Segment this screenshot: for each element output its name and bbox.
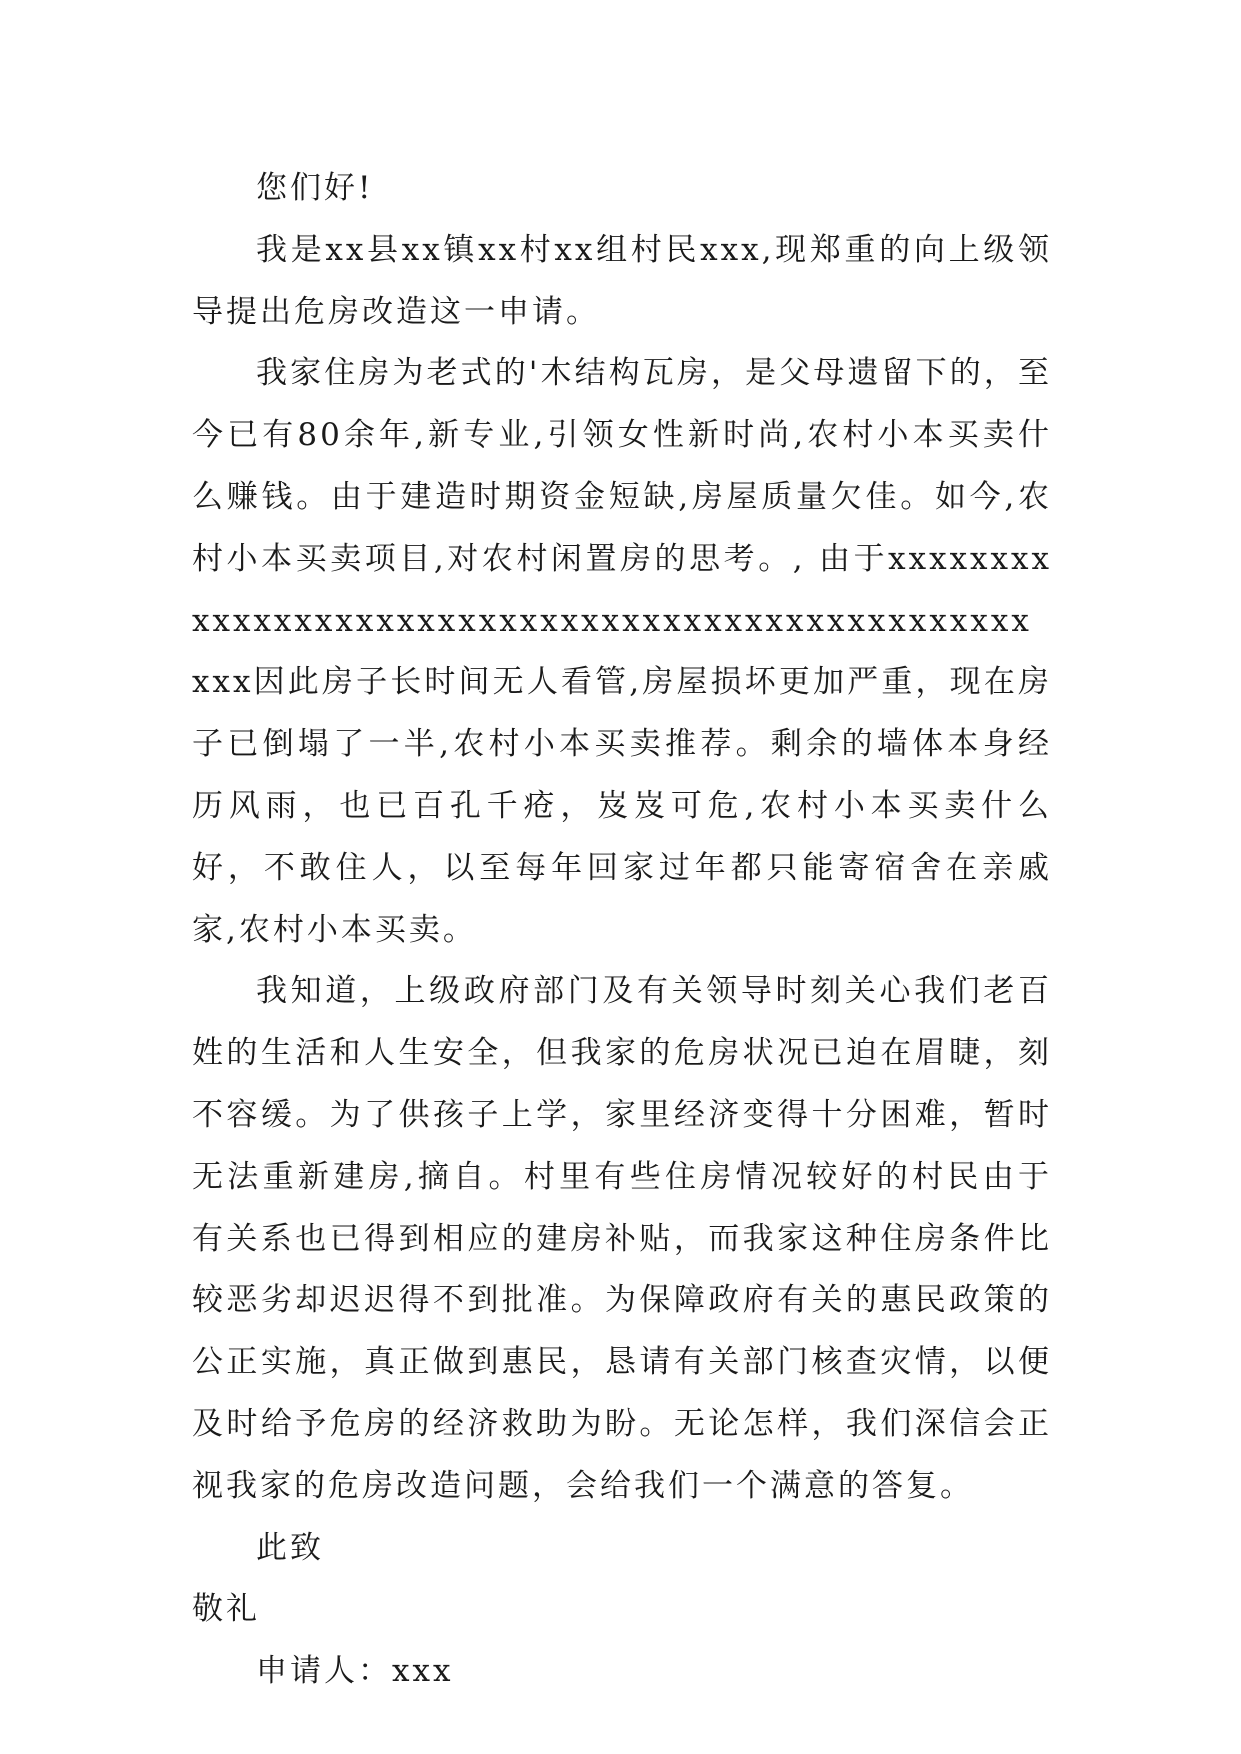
paragraph-request: 我知道，上级政府部门及有关领导时刻关心我们老百姓的生活和人生安全，但我家的危房状况已迫在眉睫，刻不容缓。为了供孩子上学，家里经济变得十分困难，暂时无法重新建房,摘自。村里有些住房情况较好的村民由于有关系也已得到相应的建房补贴，而我家这种住房条件比较恶劣却迟迟得不到批准。为保障政府有关的惠民政策的公正实施，真正做到惠民，恳请有关部门核查灾情，以便及时给予危房的经济救助为盼。无论怎样，我们深信会正视我家的危房改造问题，会给我们一个满意的答复。 [192,973,1052,1504]
letter-body [192,158,1052,1703]
closing-salutation: 此致 [256,1529,324,1566]
closing-respect: 敬礼 [192,1591,260,1628]
signature: 申请人：xxx [256,1653,454,1690]
paragraph-intro: 我是xx县xx镇xx村xx组村民xxx,现郑重的向上级领导提出危房改造这一申请。 [192,231,1052,330]
paragraph-house-situation: 我家住房为老式的'木结构瓦房，是父母遗留下的，至今已有80余年,新专业,引领女性新时尚,农村小本买卖什么赚钱。由于建造时期资金短缺,房屋质量欠佳。如今,农村小本买卖项目,对农村闲置房的思考。, 由于xxxxxxxxxxxxxxxxxxxxxxxxxxxxxxxxxxxxxxxxxxxxxxxxxxxx因此房子长时间无人看管,房屋损坏更加严重，现在房子已倒塌了一半,农村小本买卖推荐。剩余的墙体本身经历风雨，也已百孔千疮，岌岌可危,农村小本买卖什么好，不敢住人，以至每年回家过年都只能寄宿舍在亲戚家,农村小本买卖。 [192,355,1052,948]
greeting: 您们好! [256,170,374,206]
